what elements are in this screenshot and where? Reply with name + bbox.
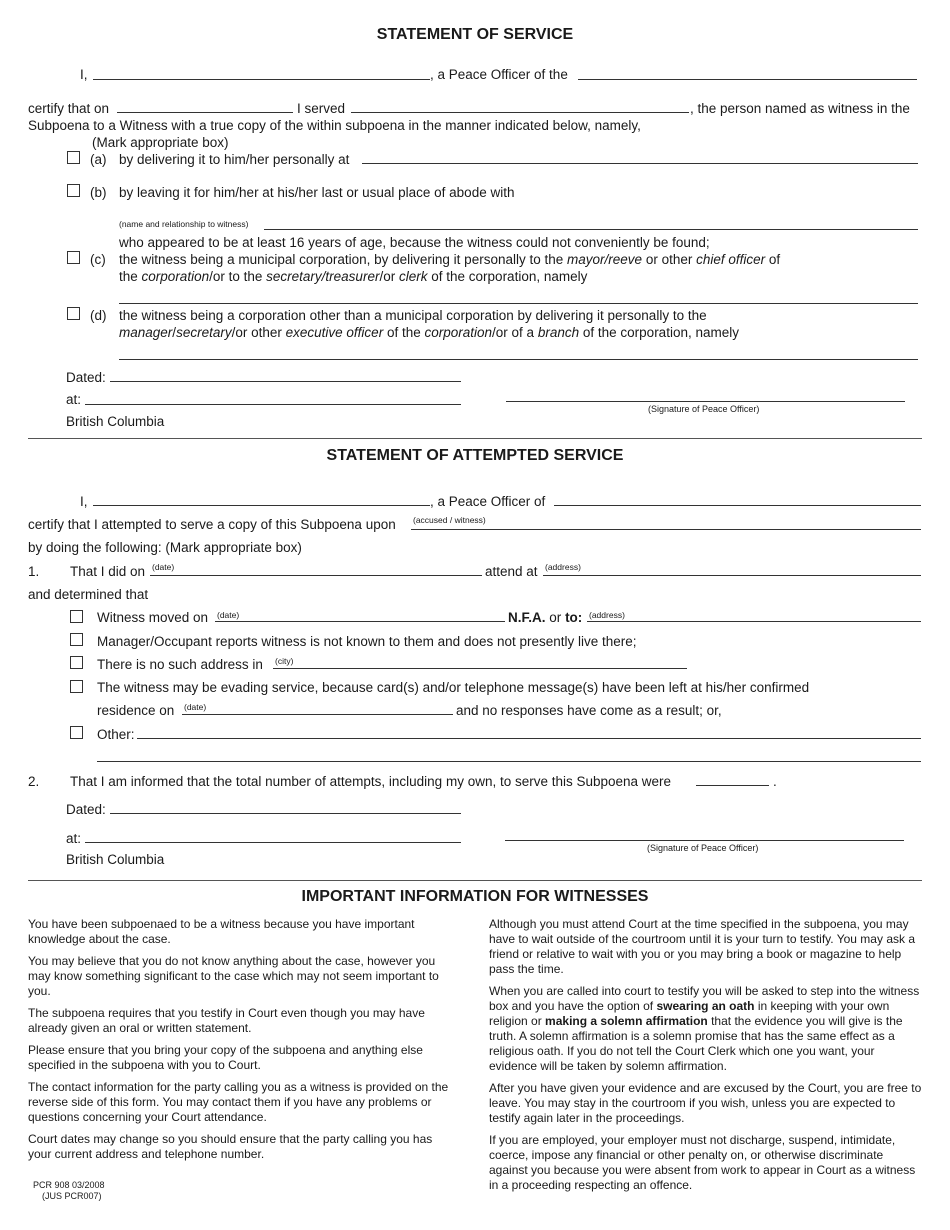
item-1-date-field[interactable] — [150, 575, 482, 576]
item-1-number: 1. — [28, 564, 40, 579]
option-d-line-2: manager/secretary/or other executive officer of the corporation/or of a branch of the corporation, namely — [119, 325, 739, 340]
info-title: IMPORTANT INFORMATION FOR WITNESSES — [301, 888, 649, 905]
name-relationship-hint: (name and relationship to witness) — [119, 219, 249, 229]
info-right-paragraph-affirmation: When you are called into court to testify you will be asked to step into the witness box and you have the option of swearing an oath in keeping with your own religion or making a solemn affirmation that the evidence you will give is the truth. A solemn affirmation is a solemn promise that has the same effect as a religious oath. If you do not tell the Court Clerk which one you want, your evidence will be taken by solemn affirmation. — [489, 984, 920, 1073]
item-1-address-hint: (address) — [545, 562, 581, 572]
no-such-address-city-field[interactable] — [273, 668, 687, 669]
item-2-number: 2. — [28, 774, 40, 789]
witness-moved-checkbox[interactable] — [70, 610, 83, 623]
service-peace-officer-label: , a Peace Officer of the — [430, 67, 568, 82]
option-b-letter: (b) — [90, 185, 107, 200]
who-appeared-text: who appeared to be at least 16 years of age, because the witness could not conveniently be found; — [119, 235, 710, 250]
item-1-address-field[interactable] — [543, 575, 921, 576]
accused-witness-hint: (accused / witness) — [413, 515, 486, 525]
service-officer-name-field[interactable] — [93, 79, 430, 80]
witness-moved-date-hint: (date) — [217, 610, 240, 620]
residence-date-hint: (date) — [184, 702, 207, 712]
attempted-bc-text: British Columbia — [66, 852, 165, 867]
option-d-name-field[interactable] — [119, 359, 918, 360]
service-bc-text: British Columbia — [66, 414, 165, 429]
option-d-line-1: the witness being a corporation other than a municipal corporation by delivering it personally to the — [119, 308, 707, 323]
option-b-name-field[interactable] — [264, 229, 918, 230]
no-responses-text: and no responses have come as a result; or, — [456, 703, 722, 718]
option-c-line-2: the corporation/or to the secretary/treasurer/or clerk of the corporation, namely — [119, 269, 588, 284]
info-right-paragraph: Although you must attend Court at the time specified in the subpoena, you may have to wait outside of the courtroom until it is your turn to testify. You may ask a friend or relative to wait with you or you may bring a book or magazine to help pass the time. — [489, 917, 915, 976]
info-left-paragraph: You may believe that you do not know anything about the case, however you may know something significant to the case which may not seem important to you. — [28, 954, 439, 998]
info-left-paragraph: The subpoena requires that you testify in Court even though you may have already given an oral or written statement. — [28, 1006, 425, 1035]
attempted-officer-name-field[interactable] — [93, 505, 430, 506]
attempted-dated-field[interactable] — [110, 813, 461, 814]
other-label: Other: — [97, 727, 135, 742]
service-certify-label: certify that on — [28, 101, 110, 116]
other-checkbox[interactable] — [70, 726, 83, 739]
option-c-checkbox[interactable] — [67, 251, 80, 264]
info-left-paragraph: You have been subpoenaed to be a witness because you have important knowledge about the case. — [28, 917, 415, 946]
service-date-field[interactable] — [117, 112, 293, 113]
manager-reports-checkbox[interactable] — [70, 633, 83, 646]
service-at-label: at: — [66, 392, 82, 407]
total-attempts-field[interactable] — [696, 785, 769, 786]
info-left-column — [28, 917, 453, 1169]
info-right-paragraph: After you have given your evidence and are excused by the Court, you are free to leave. You may stay in the courtroom if you wish, unless you are expected to testify again later in the proceedings. — [489, 1081, 922, 1125]
option-b-checkbox[interactable] — [67, 184, 80, 197]
option-a-address-field[interactable] — [362, 163, 918, 164]
residence-date-field[interactable] — [182, 714, 453, 715]
item-2-period: . — [773, 774, 777, 789]
item-2-text: That I am informed that the total number of attempts, including my own, to serve this Subpoena were — [70, 774, 672, 789]
item-1-date-hint: (date) — [152, 562, 175, 572]
service-mark-box-text: (Mark appropriate box) — [92, 135, 229, 150]
city-hint: (city) — [275, 656, 294, 666]
option-d-letter: (d) — [90, 308, 107, 323]
info-right-column — [489, 917, 922, 1200]
evading-service-text: The witness may be evading service, because card(s) and/or telephone message(s) have been left at his/her confirmed — [97, 680, 810, 695]
info-left-paragraph: Court dates may change so you should ensure that the party calling you has your current address and telephone number. — [28, 1132, 433, 1161]
service-signature-field[interactable] — [506, 401, 905, 402]
service-person-named-label: , the person named as witness in the — [690, 101, 910, 116]
item-1-text: That I did on — [70, 564, 146, 579]
option-a-checkbox[interactable] — [67, 151, 80, 164]
option-c-name-field[interactable] — [119, 303, 918, 304]
witness-moved-address-field[interactable] — [587, 621, 921, 622]
other-field[interactable] — [137, 738, 921, 739]
service-i-label: I, — [80, 67, 88, 82]
service-police-force-field[interactable] — [578, 79, 917, 80]
attempted-certify-label: certify that I attempted to serve a copy of this Subpoena upon — [28, 517, 396, 532]
attempted-signature-caption: (Signature of Peace Officer) — [647, 843, 759, 853]
option-a-letter: (a) — [90, 152, 107, 167]
attempted-i-label: I, — [80, 494, 88, 509]
option-b-text: by leaving it for him/her at his/her last or usual place of abode with — [119, 185, 515, 200]
witness-moved-label: Witness moved on — [97, 610, 209, 625]
service-dated-label: Dated: — [66, 370, 106, 385]
option-c-line-1: the witness being a municipal corporation, by delivering it personally to the mayor/reeve or other chief officer of — [119, 252, 781, 267]
witness-moved-address-hint: (address) — [589, 610, 625, 620]
form-number: PCR 908 03/2008 — [33, 1180, 105, 1190]
jus-number: (JUS PCR007) — [42, 1191, 102, 1201]
other-field-line-2[interactable] — [97, 761, 921, 762]
service-i-served-label: I served — [297, 101, 346, 116]
no-such-address-label: There is no such address in — [97, 657, 263, 672]
option-a-text: by delivering it to him/her personally at — [119, 152, 350, 167]
attempted-at-label: at: — [66, 831, 82, 846]
attempted-upon-field[interactable] — [411, 529, 921, 530]
manager-reports-text: Manager/Occupant reports witness is not known to them and does not presently live there; — [97, 634, 637, 649]
info-right-paragraph: If you are employed, your employer must not discharge, suspend, intimidate, coerce, impose any financial or other penalty on, or otherwise discriminate against you because you were absent from work to appear in Court as a witness in a proceeding respecting an offence. — [489, 1133, 916, 1192]
service-title: STATEMENT OF SERVICE — [376, 26, 574, 43]
service-subpoena-text: Subpoena to a Witness with a true copy of the within subpoena in the manner indicated below, namely, — [28, 118, 641, 133]
attempted-dated-label: Dated: — [66, 802, 106, 817]
evading-service-checkbox[interactable] — [70, 680, 83, 693]
nfa-label: N.F.A. or to: — [508, 610, 583, 625]
info-left-paragraph: Please ensure that you bring your copy of the subpoena and anything else specified in the subpoena with you to Court. — [28, 1043, 423, 1072]
determined-text: and determined that — [28, 587, 149, 602]
service-signature-caption: (Signature of Peace Officer) — [648, 404, 760, 414]
attempted-signature-field[interactable] — [505, 840, 904, 841]
attempted-at-field[interactable] — [85, 842, 461, 843]
section-divider-2 — [28, 880, 922, 881]
attempted-title: STATEMENT OF ATTEMPTED SERVICE — [326, 447, 624, 464]
witness-moved-date-field[interactable] — [215, 621, 505, 622]
section-divider-1 — [28, 438, 922, 439]
attend-at-label: attend at — [485, 564, 538, 579]
service-dated-field[interactable] — [110, 381, 461, 382]
by-doing-text: by doing the following: (Mark appropriate box) — [28, 540, 302, 555]
option-d-checkbox[interactable] — [67, 307, 80, 320]
service-witness-name-field[interactable] — [351, 112, 689, 113]
option-c-letter: (c) — [90, 252, 106, 267]
service-at-field[interactable] — [85, 404, 461, 405]
residence-on-label: residence on — [97, 703, 175, 718]
attempted-peace-officer-label: , a Peace Officer of — [430, 494, 546, 509]
info-left-paragraph: The contact information for the party calling you as a witness is provided on the reverse side of this form. You may contact them if you have any problems or questions concerning your Court attendance. — [28, 1080, 449, 1124]
attempted-police-force-field[interactable] — [554, 505, 921, 506]
no-such-address-checkbox[interactable] — [70, 656, 83, 669]
